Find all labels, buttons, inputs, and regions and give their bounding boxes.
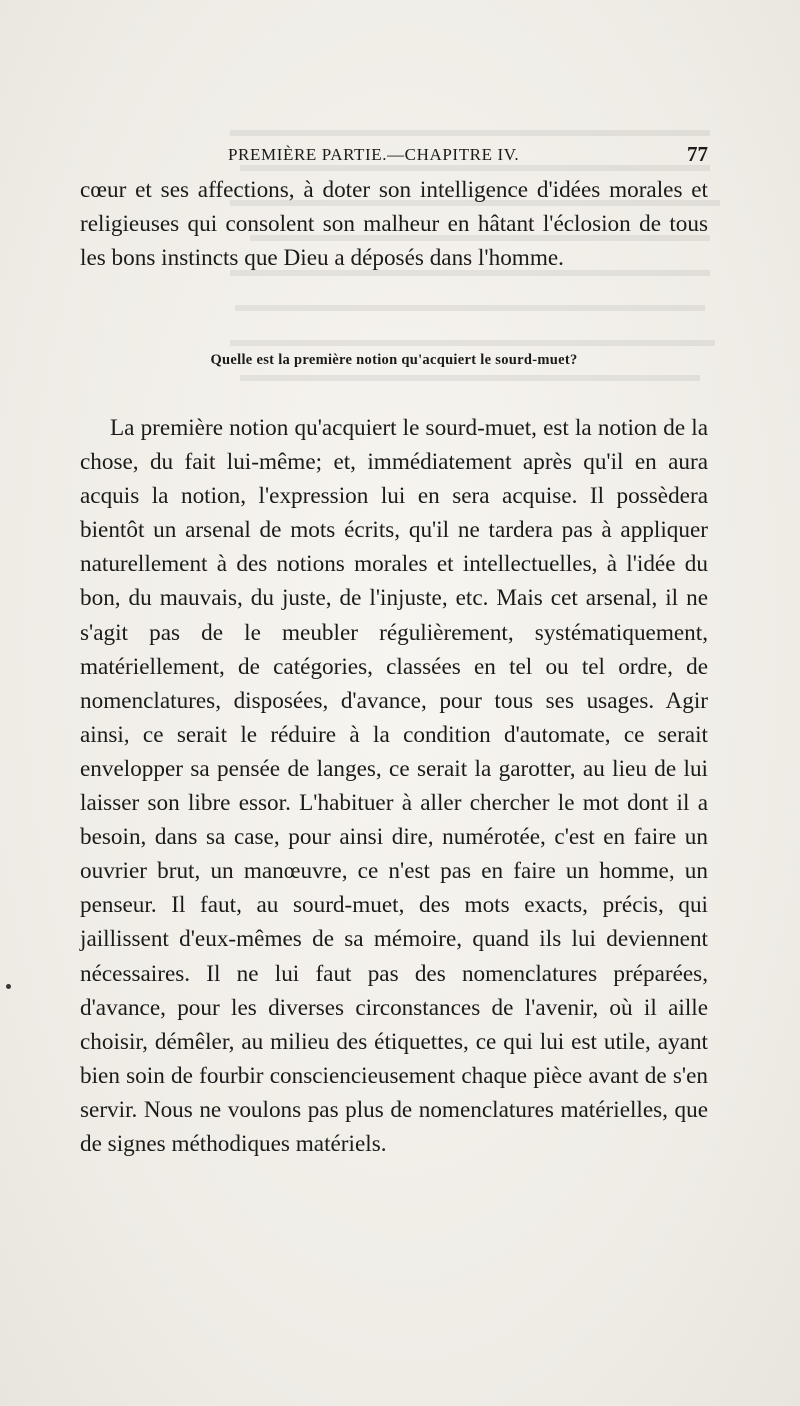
section-question-heading: Quelle est la première notion qu'acquiert le sourd-muet? (210, 352, 578, 368)
paragraph-main: La première notion qu'acquiert le sourd-muet, est la notion de la chose, du fait lui-même; et, immédiatement après qu'il en aura acquis la notion, l'expression lui en sera acquise. Il possèdera bientôt un arsenal de mots écrits, qu'il ne tardera pas à appliquer naturellement à des notions morales et intellectuelles, à l'idée du bon, du mauvais, du juste, de l'injuste, etc. Mais cet arsenal, il ne s'agit pas de le meubler régulièrement, systématiquement, matériellement, de catégories, classées en tel ou tel ordre, de nomenclatures, disposées, d'avance, pour tous ses usages. Agir ainsi, ce serait le réduire à la condition d'automate, ce serait envelopper sa pensée de langes, ce serait la garotter, au lieu de lui laisser son libre essor. L'habituer à aller chercher le mot dont il a besoin, dans sa case, pour ainsi dire, numérotée, c'est en faire un ouvrier brut, un manœuvre, ce n'est pas en faire un homme, un penseur. Il faut, au sourd-muet, des mots exacts, précis, qui jaillissent d'eux-mêmes de sa mémoire, quand ils lui deviennent nécessaires. Il ne lui faut pas des nomenclatures préparées, d'avance, pour les diverses circonstances de l'avenir, où il aille choisir, démêler, au milieu des étiquettes, ce qui lui est utile, ayant bien soin de fourbir consciencieusement chaque pièce avant de s'en servir. Nous ne voulons pas plus de nomenclatures matérielles, que de signes méthodiques matériels. (80, 415, 708, 1157)
page-number: 77 (687, 142, 708, 166)
page-header (80, 140, 708, 170)
ink-speck (6, 984, 11, 989)
paragraph-continued: cœur et ses affections, à doter son intelligence d'idées morales et religieuses qui consolent son malheur en hâtant l'éclosion de tous les bons instincts que Dieu a déposés dans l'homme. (80, 177, 708, 272)
running-head: PREMIÈRE PARTIE.—CHAPITRE IV. (228, 145, 520, 164)
